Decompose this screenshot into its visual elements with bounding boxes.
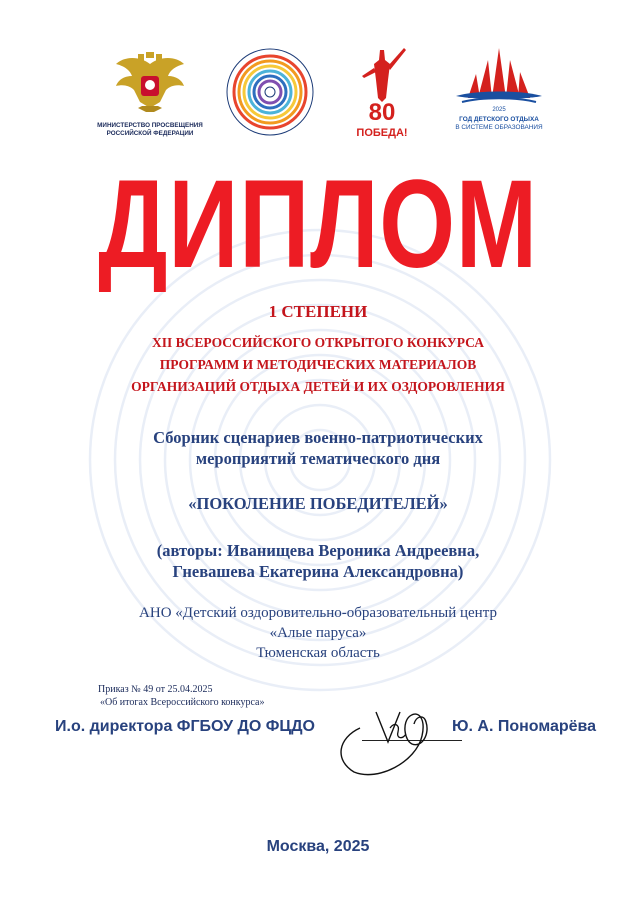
victory-80-icon — [352, 46, 412, 142]
ministry-caption-line2: РОССИЙСКОЙ ФЕДЕРАЦИИ — [106, 130, 194, 137]
contest-line-3: ОРГАНИЗАЦИЙ ОТДЫХА ДЕТЕЙ И ИХ ОЗДОРОВЛЕНИЯ — [131, 379, 505, 394]
double-headed-eagle-icon — [110, 50, 190, 114]
victory-text: ПОБЕДА! — [356, 127, 408, 139]
year-caption — [440, 116, 558, 132]
diploma-title: ДИПЛОМ — [98, 155, 538, 294]
order-line-2: «Об итогах Всероссийского конкурса» — [100, 696, 265, 708]
work-line-1: Сборник сценариев военно-патриотических — [153, 428, 483, 447]
authors — [0, 540, 636, 582]
organization-line-2: «Алые паруса» — [269, 625, 367, 641]
ministry-caption-line1: МИНИСТЕРСТВО ПРОСВЕЩЕНИЯ — [97, 122, 203, 129]
sailboat-icon — [452, 46, 546, 112]
order-line-1: Приказ № 49 от 25.04.2025 — [98, 684, 213, 695]
authors-line-2: Гневашева Екатерина Александровна) — [172, 562, 464, 581]
work-title: «ПОКОЛЕНИЕ ПОБЕДИТЕЛЕЙ» — [188, 494, 448, 513]
order-reference — [98, 684, 298, 709]
logo-row — [0, 42, 636, 152]
spiral-rings-icon — [224, 46, 316, 138]
contest-line-2: ПРОГРАММ И МЕТОДИЧЕСКИХ МАТЕРИАЛОВ — [159, 357, 477, 372]
signer-name: Ю. А. Пономарёва — [452, 718, 597, 735]
contest-name — [0, 332, 636, 398]
diploma-degree: 1 СТЕПЕНИ — [268, 302, 368, 321]
contest-line-1: XII ВСЕРОССИЙСКОГО ОТКРЫТОГО КОНКУРСА — [152, 335, 484, 350]
ministry-caption — [86, 122, 214, 138]
handwritten-signature-icon — [330, 698, 450, 780]
work-line-2: мероприятий тематического дня — [195, 449, 441, 468]
organization — [0, 603, 636, 663]
work-description — [0, 427, 636, 469]
year-caption-line2: В СИСТЕМЕ ОБРАЗОВАНИЯ — [455, 124, 543, 131]
authors-line-1: (авторы: Иванищева Вероника Андреевна, — [156, 541, 480, 560]
organization-line-3: Тюменская область — [256, 645, 380, 661]
year-label: 2025 — [492, 107, 506, 112]
signer-role: И.о. директора ФГБОУ ДО ФЦДО — [55, 718, 315, 735]
victory-number: 80 — [368, 99, 396, 126]
city-year: Москва, 2025 — [266, 838, 370, 855]
year-caption-line1: ГОД ДЕТСКОГО ОТДЫХА — [459, 116, 539, 123]
organization-line-1: АНО «Детский оздоровительно-образовательный центр — [139, 605, 497, 621]
